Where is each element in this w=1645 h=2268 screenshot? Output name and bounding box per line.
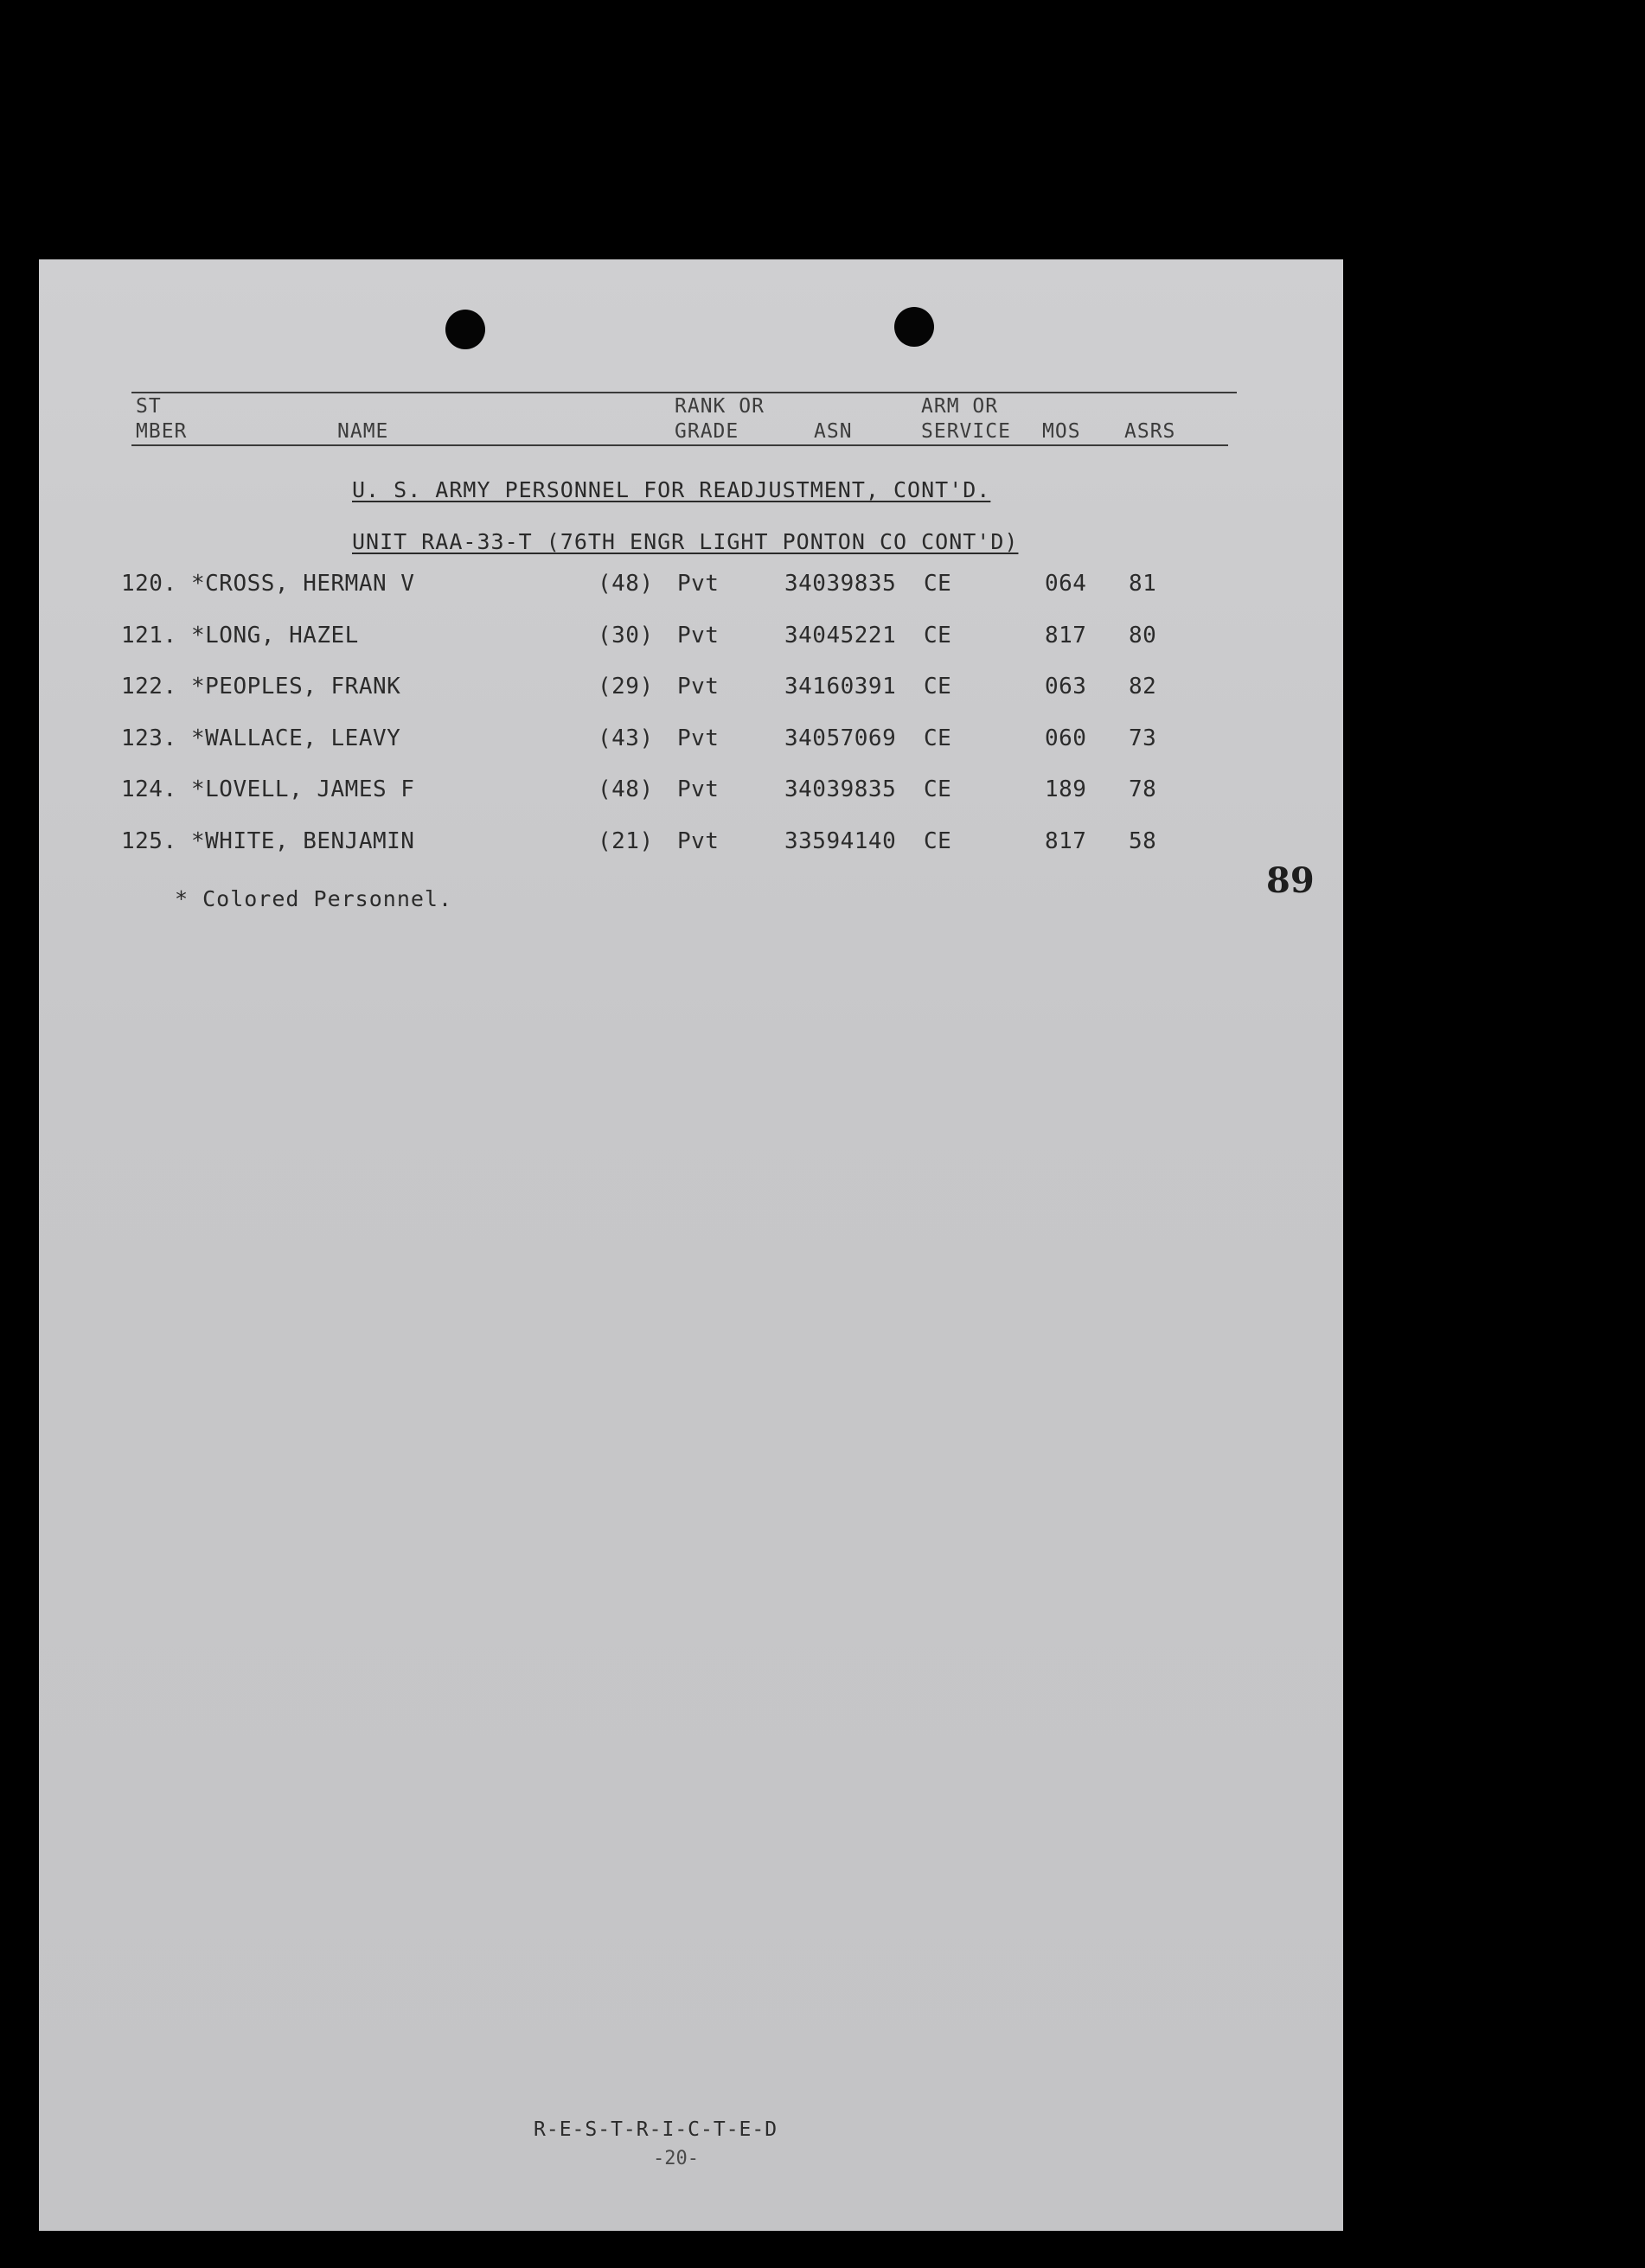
arm-or-service: CE — [924, 571, 952, 597]
punch-hole-left — [445, 310, 485, 349]
header-rank-line2: GRADE — [675, 420, 739, 443]
unit-title: UNIT RAA-33-T (76TH ENGR LIGHT PONTON CO CONT'D) — [352, 529, 1019, 554]
arm-or-service: CE — [924, 622, 952, 648]
personnel-row — [39, 776, 1343, 828]
mos: 060 — [1045, 725, 1087, 751]
code: (29) — [598, 674, 654, 700]
personnel-list — [39, 571, 1343, 879]
page-stamp: 89 — [1266, 860, 1315, 901]
grade: Pvt — [677, 622, 720, 648]
header-rank-line1: RANK OR — [675, 395, 765, 418]
person-name: *LOVELL, JAMES F — [191, 776, 415, 802]
personnel-row — [39, 623, 1343, 674]
footnote: * Colored Personnel. — [175, 886, 453, 911]
header-list-number-line2: MBER — [136, 420, 188, 443]
asrs: 73 — [1129, 725, 1157, 751]
document-page — [39, 259, 1343, 2231]
grade: Pvt — [677, 776, 720, 802]
punch-hole-right — [894, 307, 934, 347]
asn: 34057069 — [784, 725, 897, 751]
list-number: 120. — [121, 571, 177, 597]
mos: 063 — [1045, 674, 1087, 700]
list-number: 124. — [121, 776, 177, 802]
list-number: 121. — [121, 622, 177, 648]
section-title: U. S. ARMY PERSONNEL FOR READJUSTMENT, CONT'D. — [352, 477, 991, 502]
asrs: 81 — [1129, 571, 1157, 597]
grade: Pvt — [677, 674, 720, 700]
code: (48) — [598, 776, 654, 802]
header-name: NAME — [337, 420, 389, 443]
personnel-row — [39, 828, 1343, 880]
grade: Pvt — [677, 827, 720, 854]
mos: 189 — [1045, 776, 1087, 802]
personnel-row — [39, 674, 1343, 725]
asrs: 80 — [1129, 622, 1157, 648]
asn: 34039835 — [784, 776, 897, 802]
asn: 34160391 — [784, 674, 897, 700]
mos: 064 — [1045, 571, 1087, 597]
list-number: 125. — [121, 827, 177, 854]
person-name: *WALLACE, LEAVY — [191, 725, 401, 751]
asrs: 58 — [1129, 827, 1157, 854]
code: (48) — [598, 571, 654, 597]
arm-or-service: CE — [924, 725, 952, 751]
person-name: *LONG, HAZEL — [191, 622, 359, 648]
list-number: 123. — [121, 725, 177, 751]
asrs: 82 — [1129, 674, 1157, 700]
header-arm-line2: SERVICE — [921, 420, 1011, 443]
asn: 34045221 — [784, 622, 897, 648]
mos: 817 — [1045, 827, 1087, 854]
personnel-row — [39, 571, 1343, 623]
person-name: *WHITE, BENJAMIN — [191, 827, 415, 854]
header-list-number-line1: ST — [136, 395, 162, 418]
arm-or-service: CE — [924, 776, 952, 802]
arm-or-service: CE — [924, 827, 952, 854]
person-name: *CROSS, HERMAN V — [191, 571, 415, 597]
arm-or-service: CE — [924, 674, 952, 700]
code: (30) — [598, 622, 654, 648]
asn: 33594140 — [784, 827, 897, 854]
header-asrs: ASRS — [1124, 420, 1176, 443]
person-name: *PEOPLES, FRANK — [191, 674, 401, 700]
header-bottom-rule — [131, 444, 1228, 446]
code: (21) — [598, 827, 654, 854]
mos: 817 — [1045, 622, 1087, 648]
list-number: 122. — [121, 674, 177, 700]
grade: Pvt — [677, 571, 720, 597]
classification-marking: R-E-S-T-R-I-C-T-E-D — [534, 2118, 778, 2141]
header-mos: MOS — [1042, 420, 1081, 443]
asn: 34039835 — [784, 571, 897, 597]
header-asn: ASN — [814, 420, 853, 443]
header-top-rule — [131, 392, 1237, 393]
header-arm-line1: ARM OR — [921, 395, 999, 418]
code: (43) — [598, 725, 654, 751]
asrs: 78 — [1129, 776, 1157, 802]
page-number: -20- — [653, 2148, 699, 2169]
personnel-row — [39, 725, 1343, 777]
grade: Pvt — [677, 725, 720, 751]
